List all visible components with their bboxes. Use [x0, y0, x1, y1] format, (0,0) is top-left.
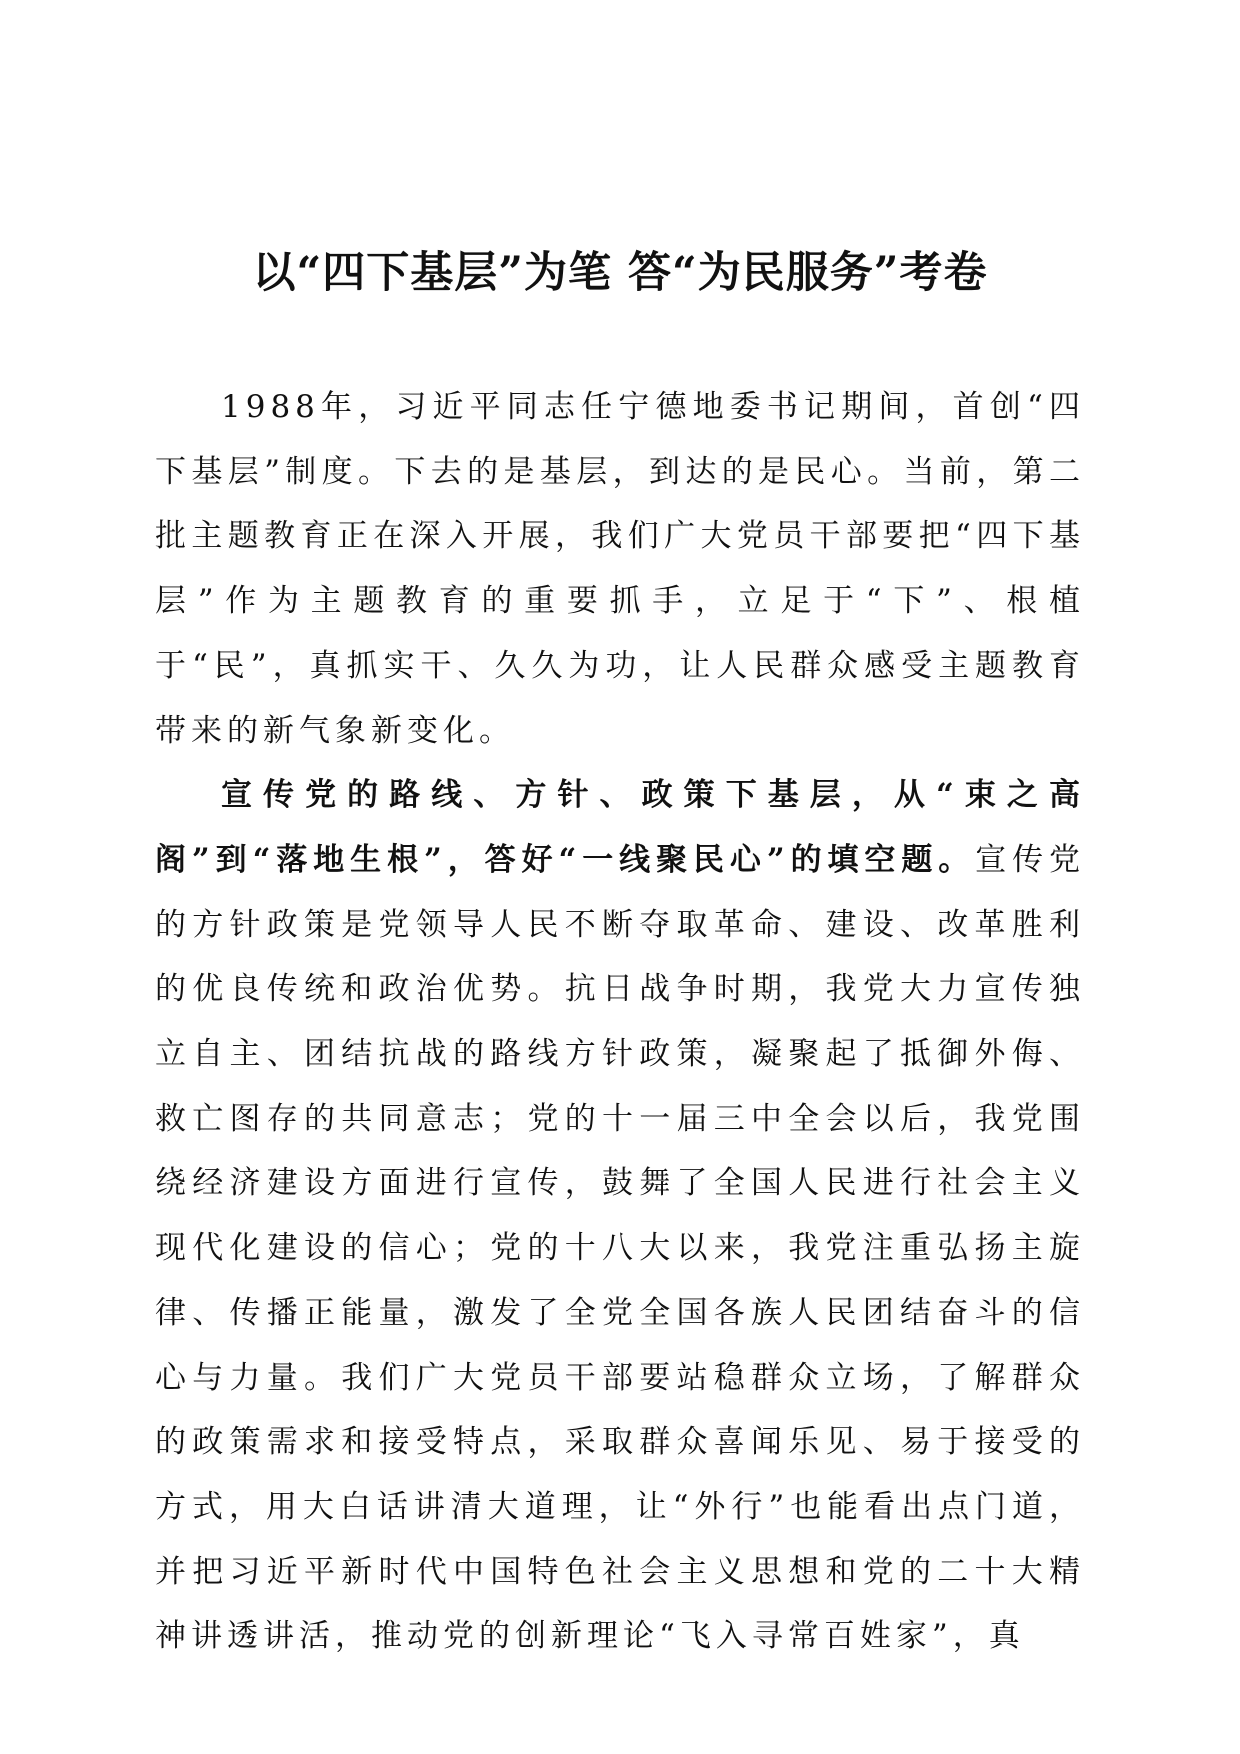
paragraph-lead-heading: 宣传党的路线、方针、政策下基层，从“束之高阁”到“落地生根”，答好“一线聚民心”的填空题。 [155, 777, 1085, 878]
paragraph-text: 1988年，习近平同志任宁德地委书记期间，首创“四下基层”制度。下去的是基层，到达的是民心。当前，第二批主题教育正在深入开展，我们广大党员干部要把“四下基层”作为主题教育的重要抓手，立足于“下”、根植于“民”，真抓实干、久久为功，让人民群众感受主题教育带来的新气象新变化。 [155, 389, 1085, 749]
document-title: 以“四下基层”为笔 答“为民服务”考卷 [252, 248, 988, 298]
paragraph-text: 宣传党的方针政策是党领导人民不断夺取革命、建设、改革胜利的优良传统和政治优势。抗日战争时期，我党大力宣传独立自主、团结抗战的路线方针政策，凝聚起了抵御外侮、救亡图存的共同意志；党的十一届三中全会以后，我党围绕经济建设方面进行宣传，鼓舞了全国人民进行社会主义现代化建设的信心；党的十八大以来，我党注重弘扬主旋律、传播正能量，激发了全党全国各族人民团结奋斗的信心与力量。我们广大党员干部要站稳群众立场，了解群众的政策需求和接受特点，采取群众喜闻乐见、易于接受的方式，用大白话讲清大道理，让“外行”也能看出点门道，并把习近平新时代中国特色社会主义思想和党的二十大精神讲透讲活，推动党的创新理论“飞入寻常百姓家”，真 [155, 841, 1086, 1655]
paragraph-propaganda [155, 763, 1085, 1669]
document-body [155, 375, 1085, 1669]
paragraph-intro [155, 375, 1085, 763]
